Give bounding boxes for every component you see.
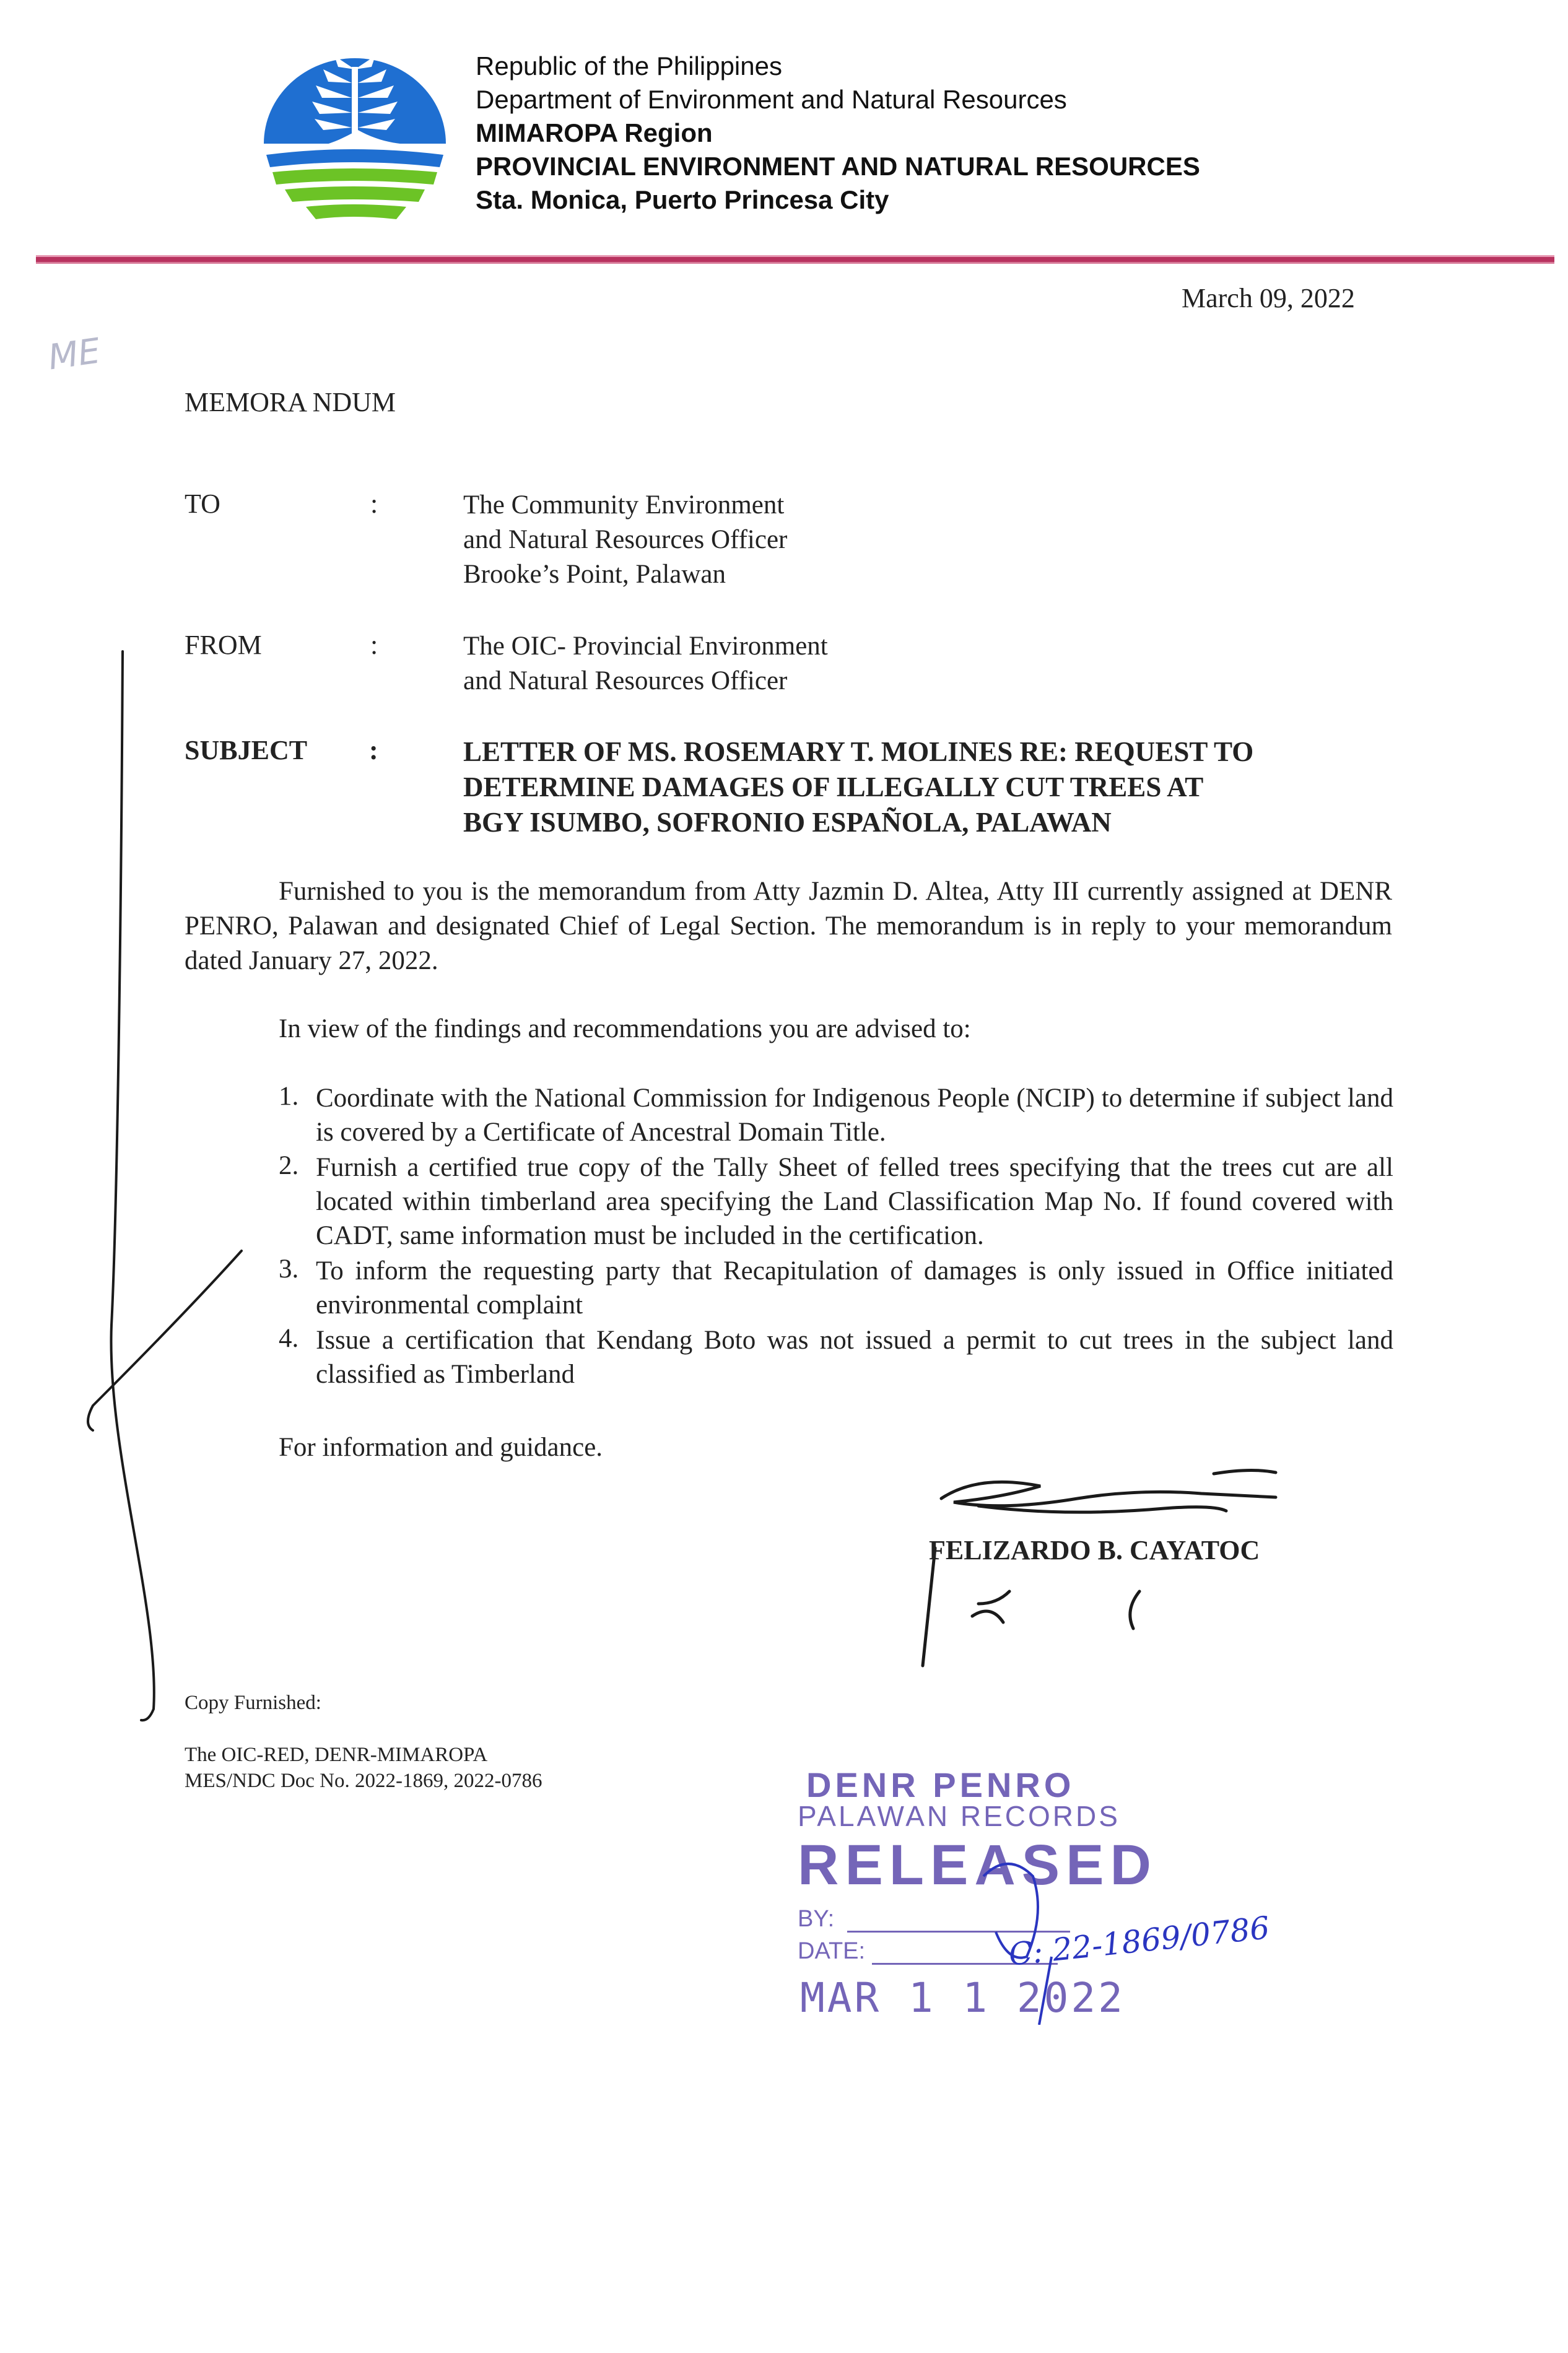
stamp-date-label: DATE:: [798, 1938, 866, 1964]
subject-text: [463, 734, 1253, 840]
ink-loop-icon: [959, 1839, 1058, 2025]
header-rule: [36, 255, 1554, 264]
signature-scribble: [879, 1461, 1350, 1684]
denr-logo-icon: [259, 51, 451, 232]
body-paragraph-1: Furnished to you is the memorandum from Atty Jazmin D. Altea, Atty III currently assigned at DENR PENRO, Palawan and designated Chief of Legal Section. The memorandum is in reply to your memorandum dated January 27, 2022.: [185, 877, 1392, 975]
subject-label: SUBJECT: [185, 735, 308, 765]
list-item-text: Furnish a certified true copy of the Tally Sheet of felled trees specifying that the trees cut are all located within timberland area specifying the Land Classification Map No. If found covered with CADT, same information must be included in the certification.: [316, 1153, 1393, 1250]
stamp-status: RELEASED: [798, 1833, 1157, 1897]
memo-title: MEMORA NDUM: [185, 387, 396, 417]
list-item-number: 4.: [279, 1324, 299, 1353]
released-stamp: [798, 1765, 1305, 2037]
from-sender: [463, 629, 828, 698]
list-item: [279, 1150, 1393, 1253]
memo-date: March 09, 2022: [1182, 283, 1355, 313]
doc-number: MES/NDC Doc No. 2022-1869, 2022-0786: [185, 1770, 542, 1792]
list-item-number: 3.: [279, 1255, 299, 1284]
handwritten-initials: ME: [45, 331, 103, 378]
to-colon: :: [370, 489, 378, 519]
list-item: [279, 1323, 1393, 1391]
margin-pen-marks: [74, 644, 260, 1734]
letterhead: [476, 50, 1200, 217]
signature-icon: [879, 1461, 1350, 1684]
list-item-text: To inform the requesting party that Recapitulation of damages is only issued in Office initiated environmental complaint: [316, 1256, 1393, 1320]
from-line: and Natural Resources Officer: [463, 666, 788, 695]
copy-furnished-label: Copy Furnished:: [185, 1692, 321, 1714]
body-paragraph-2: In view of the findings and recommendations you are advised to:: [279, 1014, 971, 1043]
from-label: FROM: [185, 630, 262, 660]
subject-line: LETTER OF MS. ROSEMARY T. MOLINES RE: REQUEST TO: [463, 736, 1254, 767]
stamp-by-label: BY:: [798, 1906, 835, 1932]
list-item-text: Coordinate with the National Commission for Indigenous People (NCIP) to determine if subject land is covered by a Certificate of Ancestral Domain Title.: [316, 1084, 1393, 1147]
stamp-office: DENR PENRO: [806, 1765, 1075, 1804]
to-line: and Natural Resources Officer: [463, 525, 788, 554]
list-item-text: Issue a certification that Kendang Boto was not issued a permit to cut trees in the subject land classified as Timberland: [316, 1326, 1393, 1389]
copy-furnished-recipient: The OIC-RED, DENR-MIMAROPA: [185, 1744, 488, 1766]
letterhead-office: PROVINCIAL ENVIRONMENT AND NATURAL RESOURCES: [476, 152, 1200, 181]
letterhead-department: Department of Environment and Natural Resources: [476, 85, 1067, 114]
from-colon: :: [370, 630, 378, 660]
subject-line: DETERMINE DAMAGES OF ILLEGALLY CUT TREES AT: [463, 772, 1204, 802]
letterhead-republic: Republic of the Philippines: [476, 51, 782, 80]
to-recipient: [463, 488, 787, 592]
to-label: TO: [185, 489, 220, 519]
pen-line-icon: [74, 644, 260, 1734]
stamp-doc-number-handwritten: C: 22-1869/0786: [1007, 1910, 1271, 1973]
to-line: The Community Environment: [463, 490, 785, 520]
list-item: [279, 1254, 1393, 1322]
instruction-list: [279, 1081, 1393, 1391]
to-line: Brooke’s Point, Palawan: [463, 560, 726, 589]
subject-colon: :: [369, 735, 378, 765]
stamp-records: PALAWAN RECORDS: [798, 1800, 1120, 1832]
from-line: The OIC- Provincial Environment: [463, 632, 828, 661]
subject-line: BGY ISUMBO, SOFRONIO ESPAÑOLA, PALAWAN: [463, 807, 1112, 838]
letterhead-address: Sta. Monica, Puerto Princesa City: [476, 185, 889, 214]
stamp-date-value: MAR 1 1 2022: [800, 1974, 1125, 2022]
list-item-number: 2.: [279, 1151, 299, 1180]
signatory-name: FELIZARDO B. CAYATOC: [929, 1535, 1260, 1565]
denr-logo: [259, 51, 451, 232]
closing-line: For information and guidance.: [279, 1433, 603, 1462]
list-item: [279, 1081, 1393, 1149]
letterhead-region: MIMAROPA Region: [476, 118, 713, 147]
list-item-number: 1.: [279, 1082, 299, 1111]
